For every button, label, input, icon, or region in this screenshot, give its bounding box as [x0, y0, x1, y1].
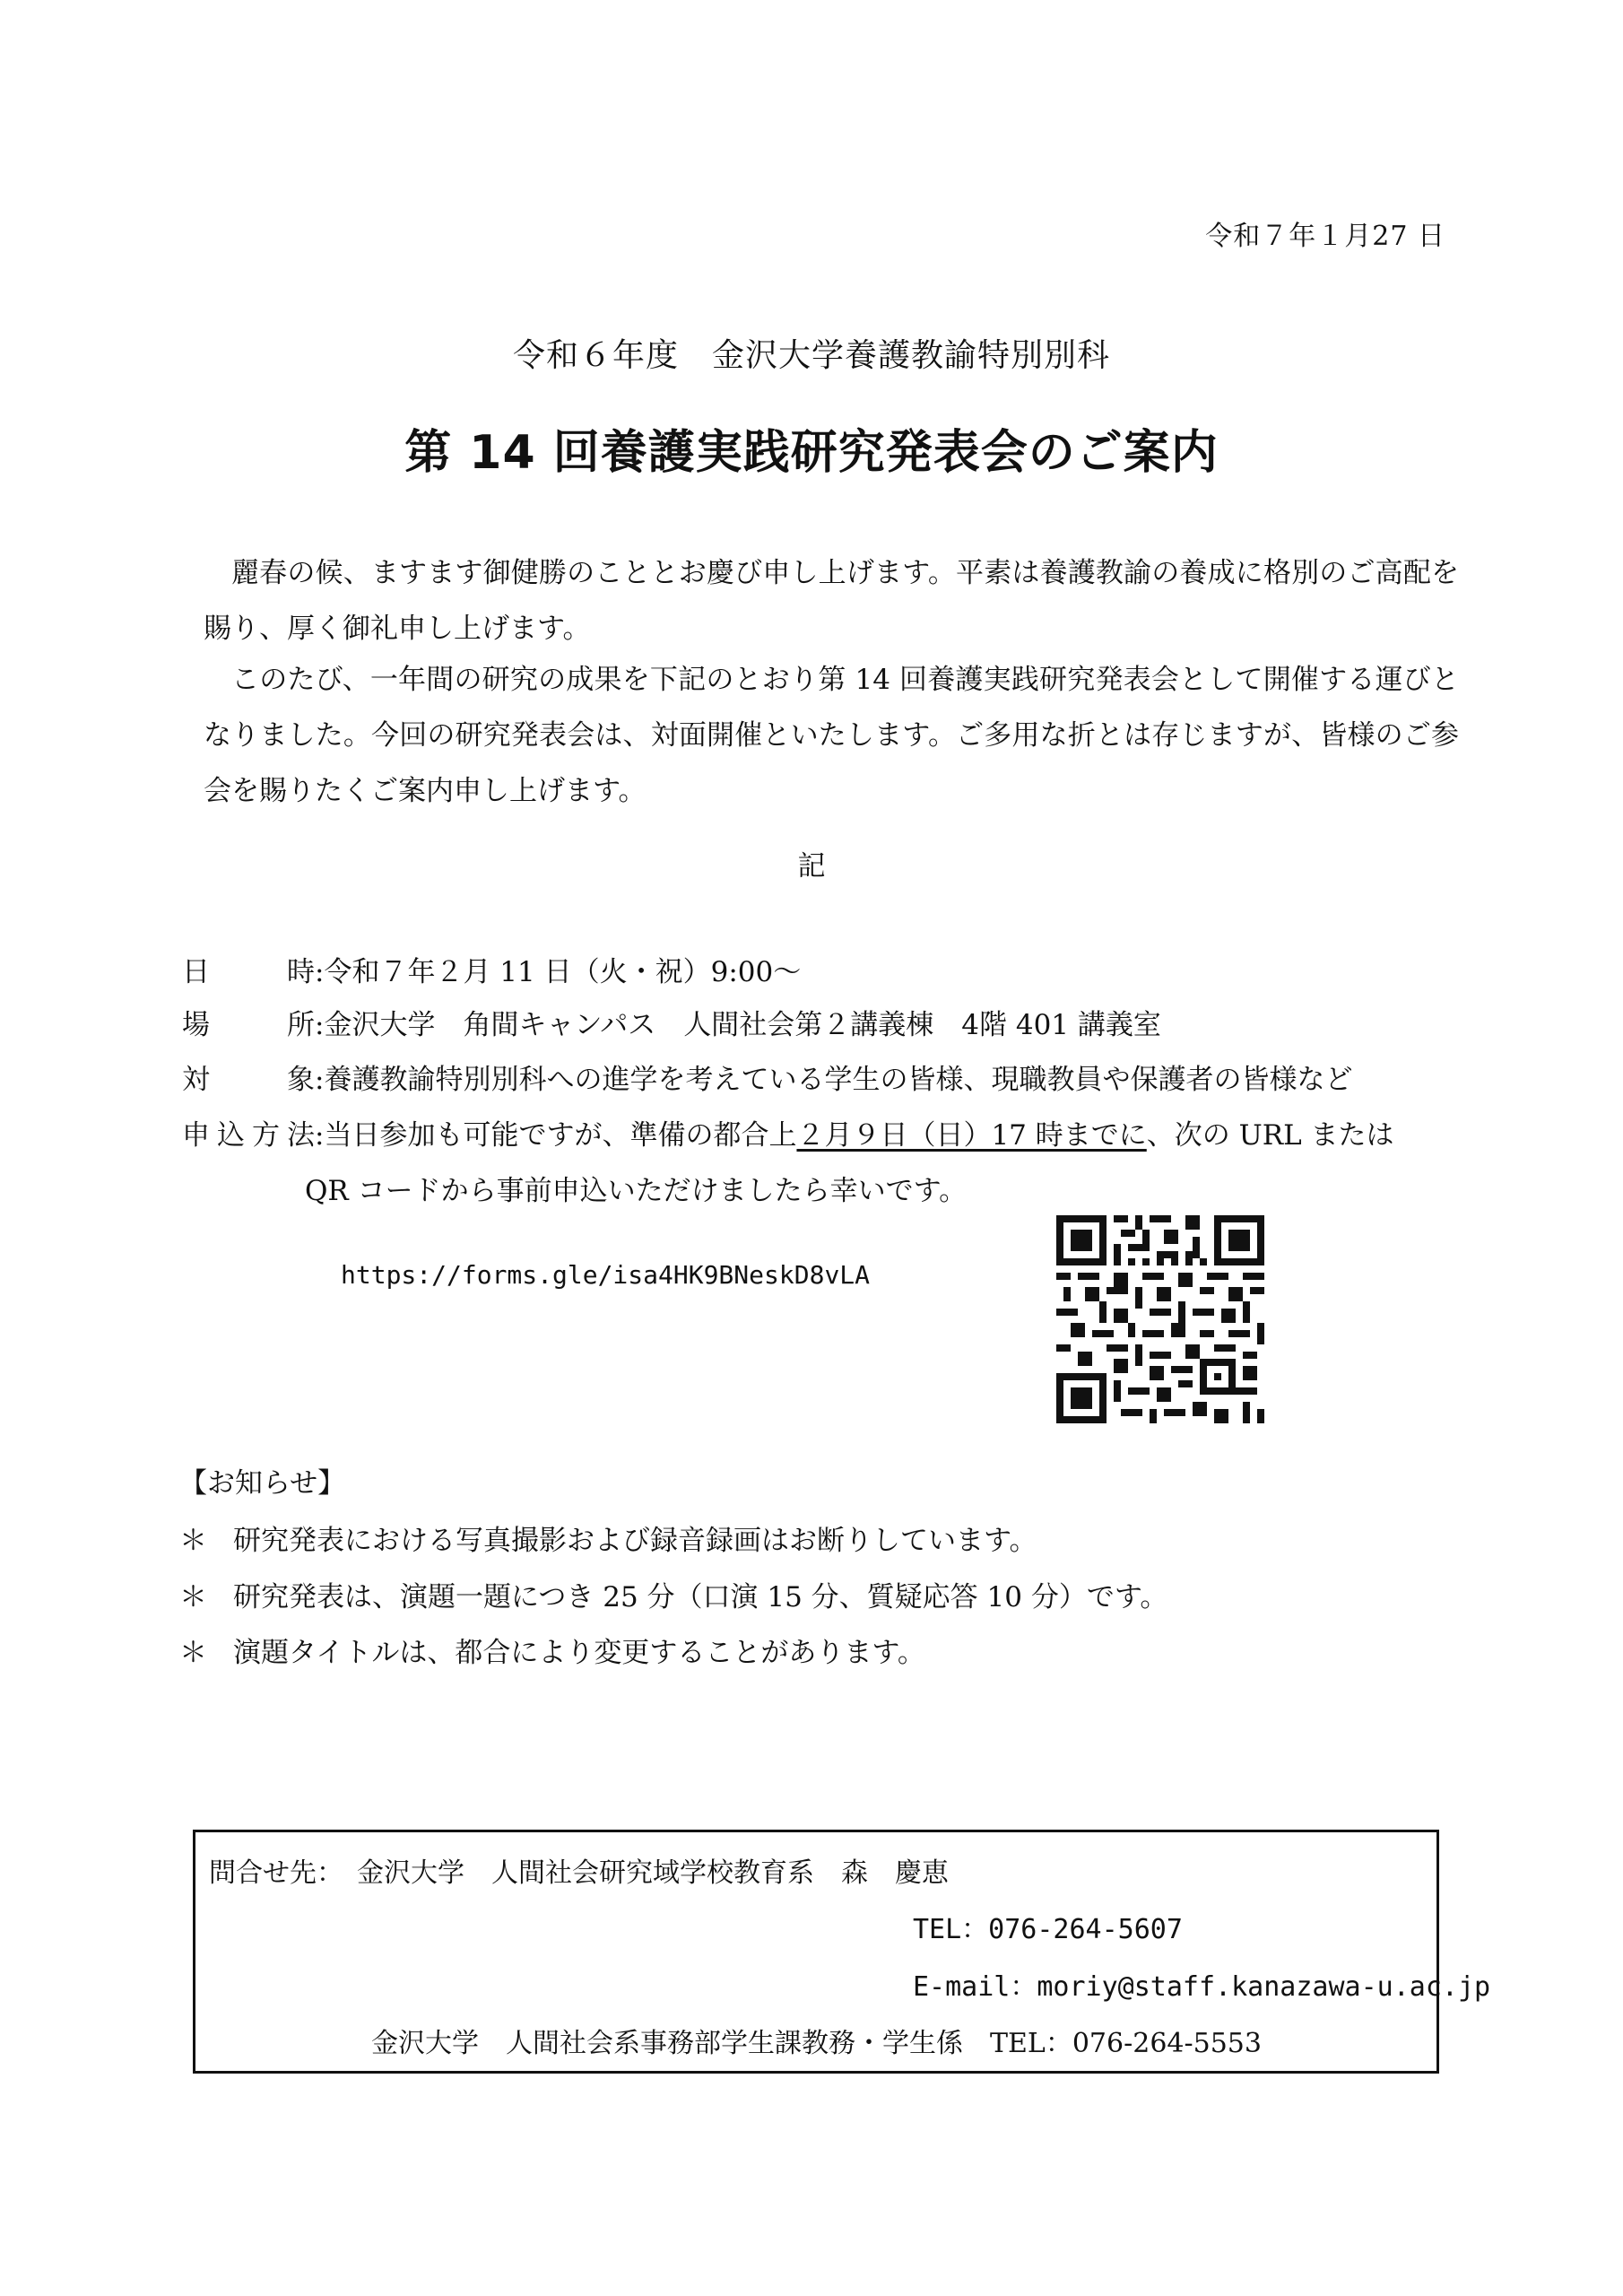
datetime-value: 令和７年２月 11 日（火・祝）9:00～ [324, 956, 802, 988]
datetime-label: 日 時 [182, 956, 315, 988]
colon: : [315, 956, 325, 988]
apply-value-line2: QR コードから事前申込いただけましたら幸いです。 [305, 1175, 968, 1207]
ki-heading: 記 [797, 850, 826, 883]
notice-item-text: 研究発表における写真撮影および録音録画はお断りしています。 [233, 1525, 1037, 1557]
apply-value-post: 、次の URL または [1146, 1119, 1394, 1152]
notice-item-text: 演題タイトルは、都合により変更することがあります。 [233, 1637, 925, 1669]
colon: : [315, 1119, 325, 1152]
apply-label: 申込方法 [182, 1119, 315, 1152]
document-date: 令和７年１月27 日 [1205, 221, 1445, 252]
document-title: 第 14 回養護実践研究発表会のご案内 [404, 426, 1219, 480]
apply-deadline: ２月９日（日）17 時までに [796, 1119, 1147, 1152]
notice-item [179, 1574, 1167, 1614]
target-row [182, 1057, 1352, 1097]
apply-value-pre: 当日参加も可能ですが、準備の都合上 [324, 1119, 797, 1152]
contact-office: 金沢大学 人間社会系事務部学生課教務・学生係 TEL：076-264-5553 [371, 2028, 1262, 2059]
contact-person: 問合せ先： 金沢大学 人間社会研究域学校教育系 森 慶恵 [209, 1857, 949, 1889]
apply-row [182, 1112, 1394, 1152]
colon: : [315, 1009, 325, 1041]
registration-url[interactable]: https://forms.gle/isa4HK9BNeskD8vLA [341, 1260, 871, 1290]
place-row [182, 1002, 1161, 1042]
place-label: 場 所 [182, 1009, 315, 1041]
announcement-paragraph: このたび、一年間の研究の成果を下記のとおり第 14 回養護実践研究発表会として開催する運びとなりました。今回の研究発表会は、対面開催といたします。ご多用な折とは存じますが、皆様のご参会を賜りたくご案内申し上げます。 [204, 664, 1459, 807]
qr-code-icon[interactable] [1056, 1215, 1264, 1423]
colon: : [315, 1064, 325, 1096]
place-value: 金沢大学 角間キャンパス 人間社会第２講義棟 4階 401 講義室 [324, 1009, 1161, 1041]
datetime-row [182, 949, 801, 989]
notice-item-text: 研究発表は、演題一題につき 25 分（口演 15 分、質疑応答 10 分）です。 [233, 1581, 1168, 1613]
document-subtitle: 令和６年度 金沢大学養護教諭特別別科 [512, 337, 1110, 374]
asterisk-bullet: ＊ [179, 1581, 207, 1613]
target-value: 養護教諭特別別科への進学を考えている学生の皆様、現職教員や保護者の皆様など [324, 1064, 1353, 1096]
target-label: 対 象 [182, 1064, 315, 1096]
notice-item [179, 1630, 925, 1670]
notice-item [179, 1518, 1037, 1558]
notice-heading: 【お知らせ】 [179, 1467, 346, 1500]
asterisk-bullet: ＊ [179, 1637, 207, 1669]
contact-email[interactable]: E-mail：moriy@staff.kanazawa-u.ac.jp [913, 1971, 1491, 2003]
asterisk-bullet: ＊ [179, 1525, 207, 1557]
greeting-paragraph: 麗春の候、ますます御健勝のこととお慶び申し上げます。平素は養護教諭の養成に格別のご高配を賜り、厚く御礼申し上げます。 [204, 557, 1459, 645]
contact-tel: TEL：076-264-5607 [913, 1914, 1183, 1945]
contact-box [193, 1830, 1491, 2074]
